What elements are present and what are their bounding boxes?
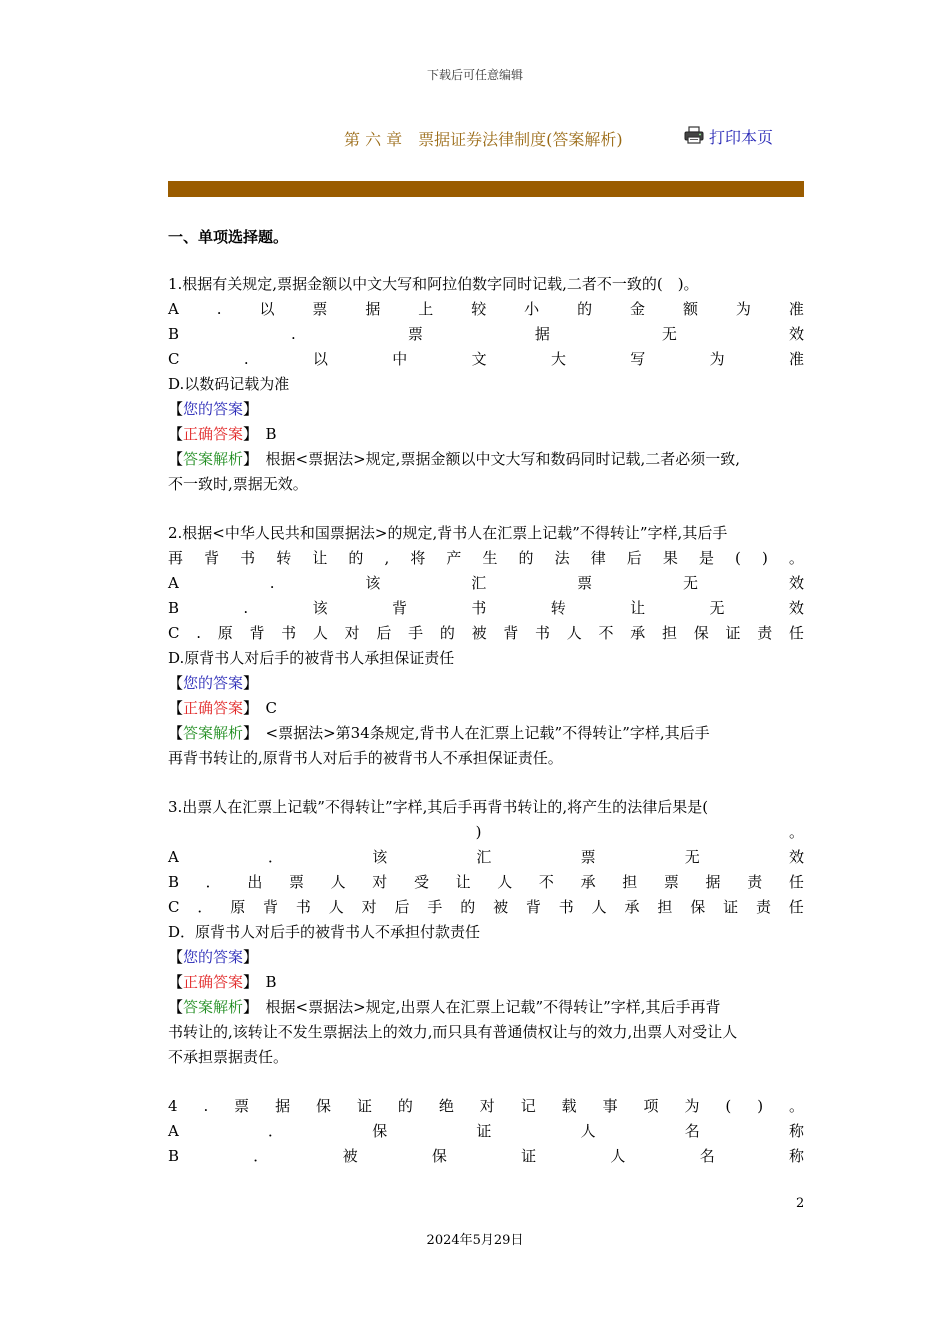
option-item: C . 以 中 文 大 写 为 准 [168, 350, 804, 368]
option-item: A ． 保 证 人 名 称 [168, 1122, 804, 1140]
analysis-line: 书转让的,该转让不发生票据法上的效力,而只具有普通债权让与的效力,出票人对受让人 [168, 1023, 738, 1041]
page-title: 第 六 章 票据证券法律制度(答案解析) [344, 130, 623, 149]
correct-answer-label: 正确答案 [183, 973, 244, 991]
correct-answer-value: C [250, 699, 278, 717]
analysis-label: 答案解析 [183, 724, 244, 742]
print-link[interactable] [684, 125, 773, 148]
your-answer-line: 【您的答案】 [168, 948, 259, 966]
analysis-label: 答案解析 [183, 998, 244, 1016]
correct-answer-line: 【正确答案】 B [168, 973, 277, 991]
question-stem: 4 . 票 据 保 证 的 绝 对 记 载 事 项 为 ( ) 。 [168, 1097, 804, 1115]
option-item: A ． 该 汇 票 无 效 [168, 848, 804, 866]
analysis-label: 答案解析 [183, 450, 244, 468]
option-item: B ． 出 票 人 对 受 让 人 不 承 担 票 据 责 任 [168, 873, 804, 891]
analysis-line: 不一致时,票据无效。 [168, 475, 308, 493]
footer-date: 2024年5月29日 [426, 1233, 524, 1248]
analysis-line: 再背书转让的,原背书人对后手的被背书人不承担保证责任。 [168, 749, 563, 767]
option-item: B . 该 背 书 转 让 无 效 [168, 599, 804, 617]
option-item: D.原背书人对后手的被背书人承担保证责任 [168, 649, 455, 667]
your-answer-label: 您的答案 [183, 400, 244, 418]
correct-answer-line: 【正确答案】 B [168, 425, 277, 443]
option-item: B ． 被 保 证 人 名 称 [168, 1147, 804, 1165]
question-stem: 再 背 书 转 让 的 , 将 产 生 的 法 律 后 果 是 ( ) 。 [168, 549, 804, 567]
option-item: C . 原 背 书 人 对 后 手 的 被 背 书 人 不 承 担 保 证 责 任 [168, 624, 804, 642]
question-stem: 2.根据<中华人民共和国票据法>的规定,背书人在汇票上记载”不得转让”字样,其后手 [168, 524, 728, 542]
print-label: 打印本页 [709, 128, 774, 147]
analysis-line: 【答案解析】 根据<票据法>规定,票据金额以中文大写和数码同时记载,二者必须一致, [168, 450, 740, 468]
correct-answer-label: 正确答案 [183, 699, 244, 717]
question-stem: 3.出票人在汇票上记载”不得转让”字样,其后手再背书转让的,将产生的法律后果是( [168, 798, 709, 816]
correct-answer-value: B [250, 973, 277, 991]
correct-answer-value: B [250, 425, 277, 443]
option-item: A . 该 汇 票 无 效 [168, 574, 804, 592]
your-answer-line: 【您的答案】 [168, 400, 259, 418]
analysis-line: 【答案解析】 根据<票据法>规定,出票人在汇票上记载”不得转让”字样,其后手再背 [168, 998, 721, 1016]
question-stem: 1.根据有关规定,票据金额以中文大写和阿拉伯数字同时记载,二者不一致的( )。 [168, 275, 699, 293]
option-item: B . 票 据 无 效 [168, 325, 804, 343]
header-bar [168, 181, 804, 197]
your-answer-line: 【您的答案】 [168, 674, 259, 692]
section-title: 一、单项选择题。 [168, 228, 289, 246]
question-stem: ) 。 [475, 823, 804, 841]
page-number: 2 [796, 1196, 805, 1211]
analysis-line: 不承担票据责任。 [168, 1048, 289, 1066]
printer-icon [684, 126, 704, 148]
your-answer-label: 您的答案 [183, 674, 244, 692]
option-item: A . 以 票 据 上 较 小 的 金 额 为 准 [168, 300, 804, 318]
analysis-line: 【答案解析】 <票据法>第34条规定,背书人在汇票上记载”不得转让”字样,其后手 [168, 724, 710, 742]
correct-answer-line: 【正确答案】 C [168, 699, 278, 717]
option-item: C ． 原 背 书 人 对 后 手 的 被 背 书 人 承 担 保 证 责 任 [168, 898, 804, 916]
option-item: D．原背书人对后手的被背书人不承担付款责任 [168, 923, 481, 941]
correct-answer-label: 正确答案 [183, 425, 244, 443]
header-note: 下载后可任意编辑 [426, 68, 523, 82]
option-item: D.以数码记载为准 [168, 375, 290, 393]
your-answer-label: 您的答案 [183, 948, 244, 966]
